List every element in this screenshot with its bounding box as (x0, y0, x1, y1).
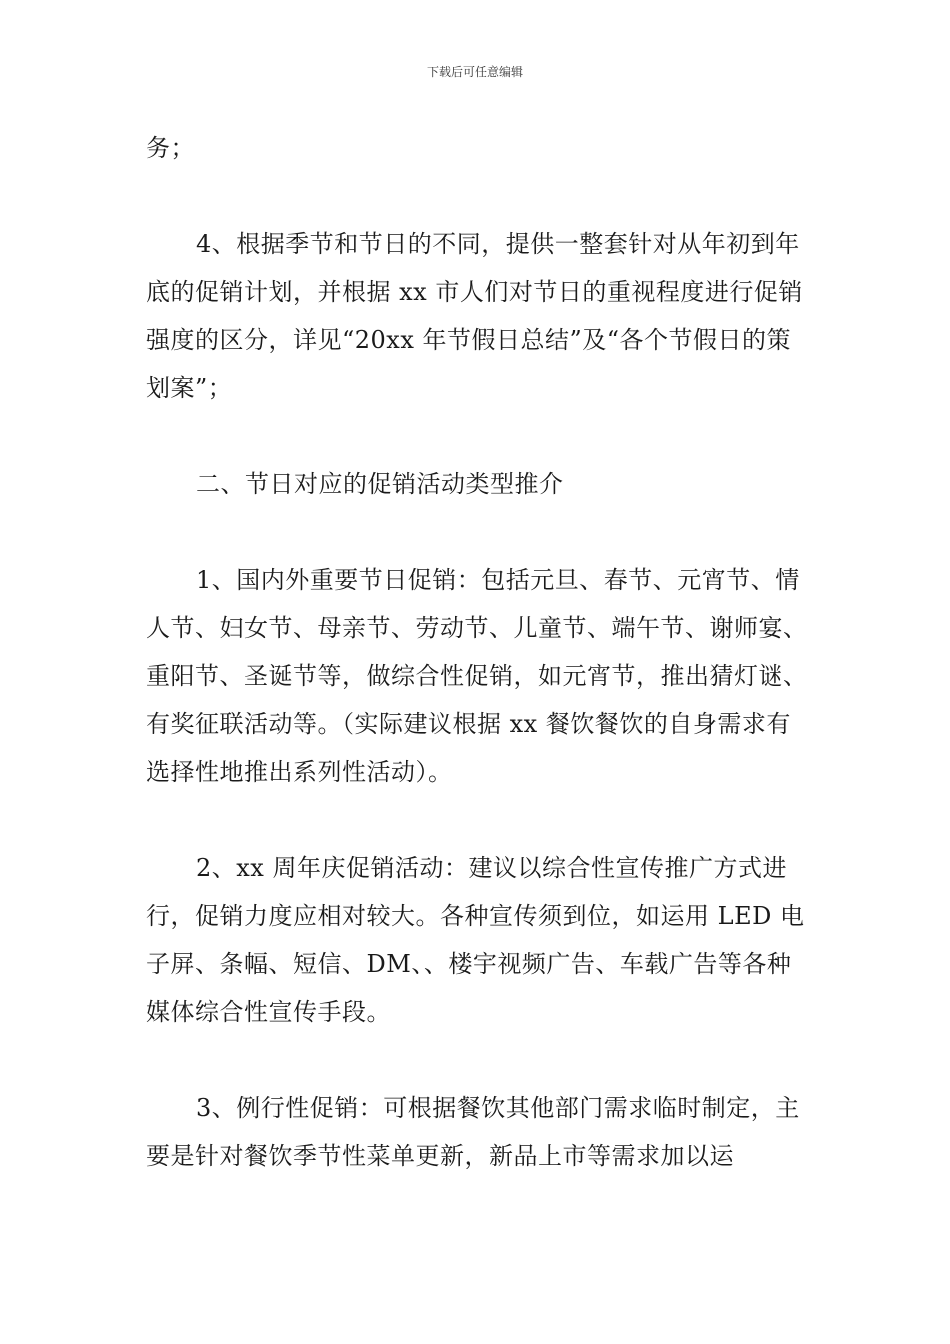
paragraph-gap (146, 172, 812, 220)
section-heading: 二、节日对应的促销活动类型推介 (196, 470, 564, 498)
paragraph-item-3: 3、例行性促销：可根据餐饮其他部门需求临时制定，主要是针对餐饮季节性菜单更新，新品上市等需求加以运 (146, 1094, 800, 1170)
paragraph-item-1: 1、国内外重要节日促销：包括元旦、春节、元宵节、情人节、妇女节、母亲节、劳动节、儿童节、端午节、谢师宴、重阳节、圣诞节等，做综合性促销，如元宵节，推出猜灯谜、有奖征联活动等。（实际建议根据 xx 餐饮餐饮的自身需求有选择性地推出系列性活动）。 (146, 566, 808, 786)
document-body (146, 124, 812, 1180)
paragraph-gap (146, 412, 812, 460)
paragraph-continuation: 务； (146, 134, 195, 162)
paragraph-item-4: 4、根据季节和节日的不同，提供一整套针对从年初到年底的促销计划，并根据 xx 市人们对节日的重视程度进行促销强度的区分，详见“20xx 年节假日总结”及“各个节假日的策划案”； (146, 230, 803, 402)
paragraph-gap (146, 796, 812, 844)
page-header-note: 下载后可任意编辑 (426, 65, 523, 79)
paragraph-gap (146, 1036, 812, 1084)
paragraph-item-2: 2、xx 周年庆促销活动：建议以综合性宣传推广方式进行，促销力度应相对较大。各种宣传须到位，如运用 LED 电子屏、条幅、短信、DM、、楼宇视频广告、车载广告等各种媒体综合性宣传手段。 (146, 854, 805, 1026)
paragraph-gap (146, 508, 812, 556)
